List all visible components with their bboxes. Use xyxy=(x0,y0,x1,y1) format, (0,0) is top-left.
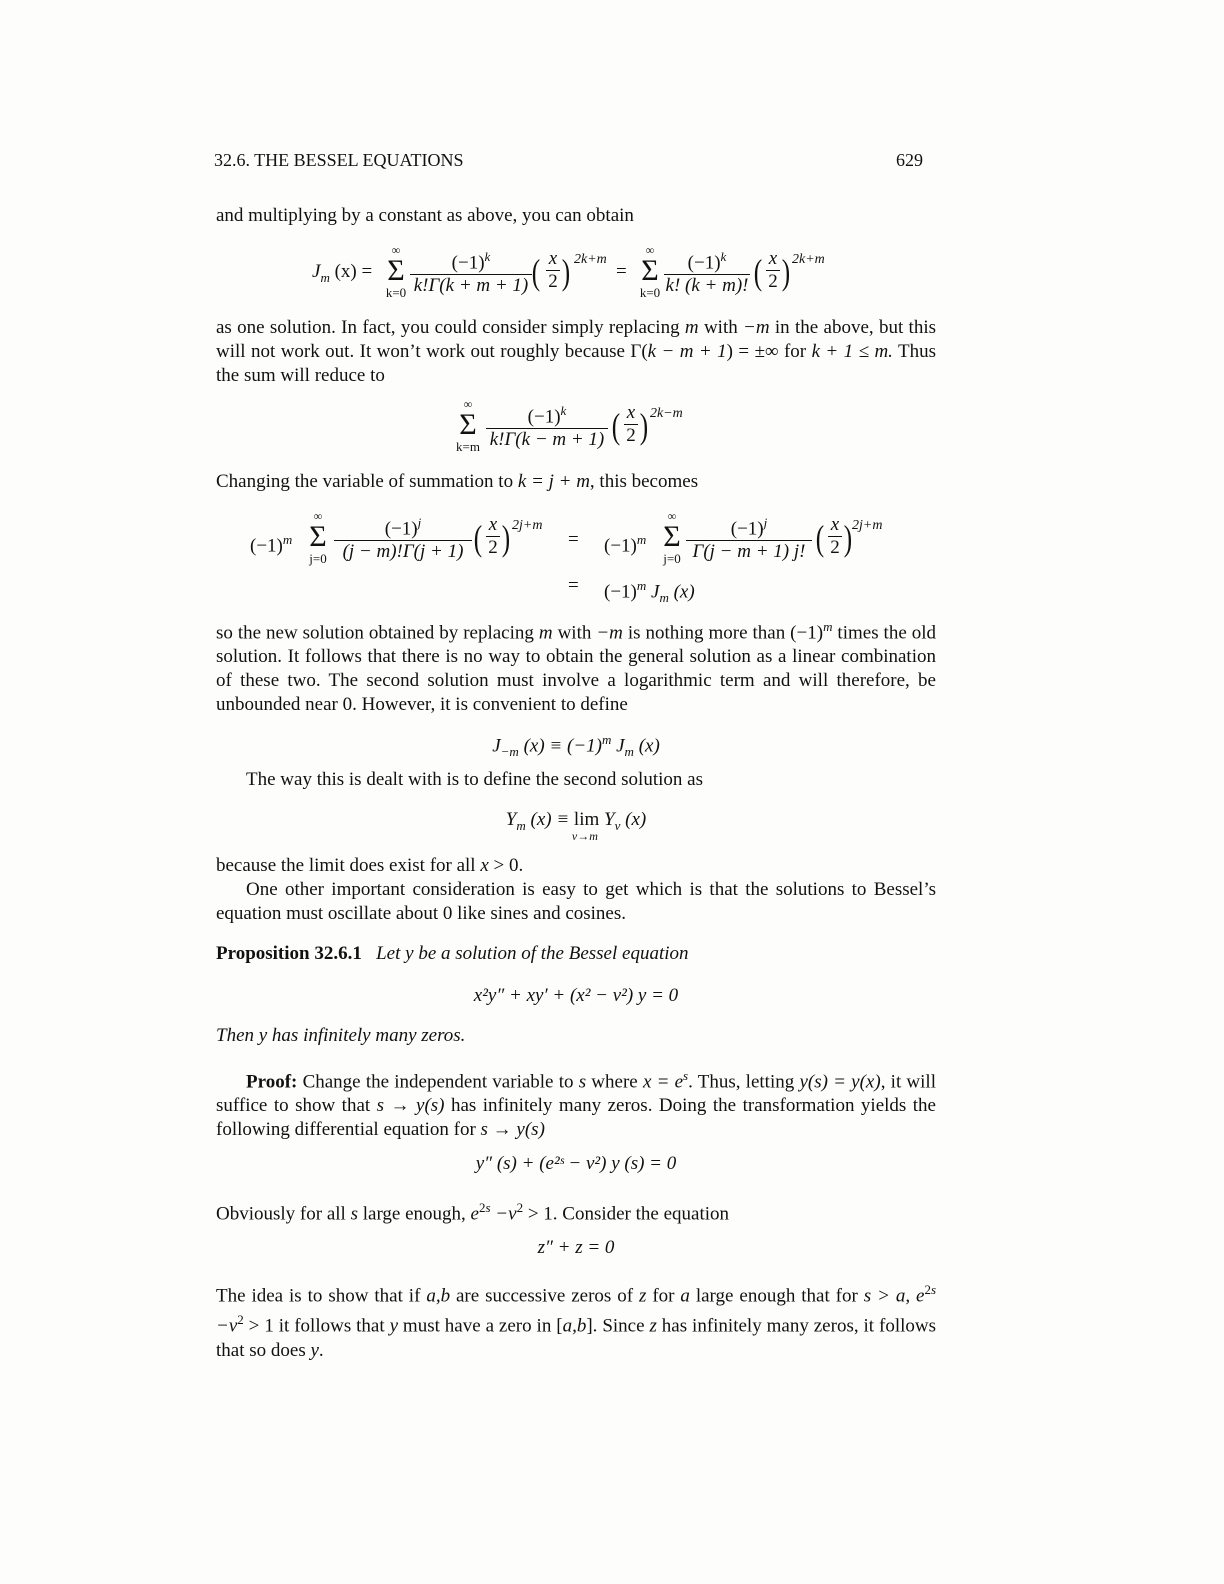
fraction: $\frac{(-1)^k}{k! (k + m)!}$ xyxy=(664,246,750,297)
summation-sign: ∞ Σ j=0 xyxy=(309,509,327,566)
page-number: 629 xyxy=(896,150,923,170)
equation-j-minus-m: $J_{-m}$ $(x) \equiv (-1)^m$ $J_m$ (x) xyxy=(492,732,660,760)
equation-bessel: x²y″ + xy′ + (x² − ν²) y = 0 xyxy=(473,985,679,1006)
eq1-j: J xyxy=(312,261,321,282)
eq1-sub: m xyxy=(320,269,330,285)
paragraph: The idea is to show that if a,b are successive zeros of z for a large enough that for s > a, $e^{2s} -\nu^2 > 1$ it follows that y must have a zero in [a,b]. Since z has infinitely many zeros, it follows that so does y. xyxy=(216,1282,937,1361)
fraction-x-over-2: $\frac{x}{2}$ xyxy=(624,402,638,447)
fraction-x-over-2: $\frac{x}{2}$ xyxy=(766,248,780,293)
eq1-arg: (x) = xyxy=(334,261,373,282)
paragraph: and multiplying by a constant as above, you can obtain xyxy=(216,205,634,226)
equation-y-m: $Y_m$ (x) ≡ lim ν→m $Y_\nu$ (x) xyxy=(505,809,647,843)
exponent: 2k−m xyxy=(650,406,683,421)
page: 32.6. THE BESSEL EQUATIONS 629 and multiplying by a constant as above, you can obtain $J_m$ (x) = ∞ Σ k=0 $\frac{(-1)^k}{k!\Gamma(k + m + 1)}$ ( $\frac{x}{2}$ ) 2k+m = ∞ Σ k=0 $\frac{(-1)^k}{k! (k + m)!}$ ( $\frac{x}{2}$ ) 2k+m as one solution. In fact, you could consider simply replacing m with −m in the above, but this will not work out. It won’t work out roughly because Γ(k − m + 1) = ±∞ for k + 1 ≤ m. Thus the sum will reduce to ∞ Σ k=m $\frac{(-1)^k}{k!\Gamma(k - m + 1)}$ ( $\frac{x}{2}$ ) 2k−m Changing the variable of summation to k = j + m, this becomes $(-1)^m$ ∞ Σ j=0 $\frac{(-1)^j}{(j - m)!\Gamma(j + 1)}$ ( $\frac{x}{2}$ ) 2j+m = $(-1)^m$ ∞ Σ j=0 $\frac{(-1)^j}{\Gamma(j - m + 1) j!}$ ( $\frac{x}{2}$ ) 2j+m = $(-1)^m$ $J_m$ (x) so the new solution obtained by replacing m with −m is nothing more than $(-1)^m$ times the old solution. It follows that there is no way to obtain the general solution as a linear combination of these two. The second solution must involve a logarithmic term and will therefore, be unbounded near 0. However, it is convenient to define $J_{-m}$ $(x) \equiv (-1)^m$ $J_m$ (x) The way this is dealt with is to define the second solution as $Y_m$ (x) ≡ lim ν→m $Y_\nu$ (x) because the limit does exist for all x > 0. One other important consideration is easy to get which is that the solutions to Bessel’s equation must oscillate about 0 like sines and cosines. Proposition 32.6.1 Let y be a solution of the Bessel equation x²y″ + xy′ + (x² − ν²) y = 0 Then y has infinitely many zeros. Proof: Change the independent variable to s where $x = e^s$. Thus, letting y(s) = y(x), it will suffice to show that s → y(s) has infinitely many zeros. Doing the transformation yields the following differential equation for s → y(s) y″ (s) + (e²ˢ − ν²) y (s) = 0 Obviously for all s large enough, $e^{2s} -\nu^2 > 1$. Consider the equation z″ + z = 0 The idea is to show that if a,b are successive zeros of z for a large enough that for s > a, $e^{2s} -\nu^2 > 1$ it follows that y must have a zero in [a,b]. Since z has infinitely many zeros, it follows that so does y. xyxy=(214,150,937,1361)
fraction: $\frac{(-1)^j}{\Gamma(j - m + 1) j!}$ xyxy=(686,512,812,563)
paragraph: The way this is dealt with is to define the second solution as xyxy=(246,769,703,790)
exponent: 2j+m xyxy=(512,518,543,533)
summation-sign: ∞ Σ k=0 xyxy=(639,243,661,300)
paragraph: as one solution. In fact, you could consider simply replacing m with −m in the above, but this will not work out. It won’t work out roughly because Γ(k − m + 1) = ±∞ for k + 1 ≤ m. Thus the sum will reduce to xyxy=(216,317,937,386)
fraction: $\frac{(-1)^k}{k!\Gamma(k + m + 1)}$ xyxy=(410,246,532,297)
summation-sign: ∞ Σ k=m xyxy=(456,397,480,454)
summation-sign: ∞ Σ k=0 xyxy=(385,243,407,300)
equation-transformed: y″ (s) + (e²ˢ − ν²) y (s) = 0 xyxy=(475,1153,677,1174)
fraction-x-over-2: $\frac{x}{2}$ xyxy=(486,514,500,559)
paragraph: because the limit does exist for all x > 0. xyxy=(216,855,524,876)
paragraph: so the new solution obtained by replacing m with −m is nothing more than $(-1)^m$ times the old solution. It follows that there is no way to obtain the general solution as a linear combination of these two. The second solution must involve a logarithmic term and will therefore, be unbounded near 0. However, it is convenient to define xyxy=(216,619,937,716)
paragraph: Obviously for all s large enough, $e^{2s} -\nu^2 > 1$. Consider the equation xyxy=(216,1200,730,1225)
summation-sign: ∞ Σ j=0 xyxy=(663,509,681,566)
proposition: Proposition 32.6.1 Let y be a solution of the Bessel equation xyxy=(216,943,689,964)
fraction-x-over-2: $\frac{x}{2}$ xyxy=(546,248,560,293)
running-header: 32.6. THE BESSEL EQUATIONS xyxy=(214,150,464,170)
exponent: 2j+m xyxy=(852,518,883,533)
paragraph: Changing the variable of summation to k = j + m, this becomes xyxy=(216,471,699,492)
proof: Proof: Change the independent variable to s where $x = e^s$. Thus, letting y(s) = y(x), it will suffice to show that s → y(s) has infinitely many zeros. Doing the transformation yields the following differential equation for s → y(s) xyxy=(216,1068,936,1141)
exponent: 2k+m xyxy=(792,252,825,267)
fraction: $\frac{(-1)^j}{(j - m)!\Gamma(j + 1)}$ xyxy=(334,512,472,563)
fraction: $\frac{(-1)^k}{k!\Gamma(k - m + 1)}$ xyxy=(486,400,608,451)
exponent: 2k+m xyxy=(574,252,607,267)
paragraph: One other important consideration is easy to get which is that the solutions to Bessel’s equation must oscillate about 0 like sines and cosines. xyxy=(216,879,936,924)
equation-z: z″ + z = 0 xyxy=(537,1237,615,1258)
equals-sign: = xyxy=(616,261,627,282)
fraction-x-over-2: $\frac{x}{2}$ xyxy=(828,514,842,559)
proposition-conclusion: Then y has infinitely many zeros. xyxy=(216,1025,466,1046)
